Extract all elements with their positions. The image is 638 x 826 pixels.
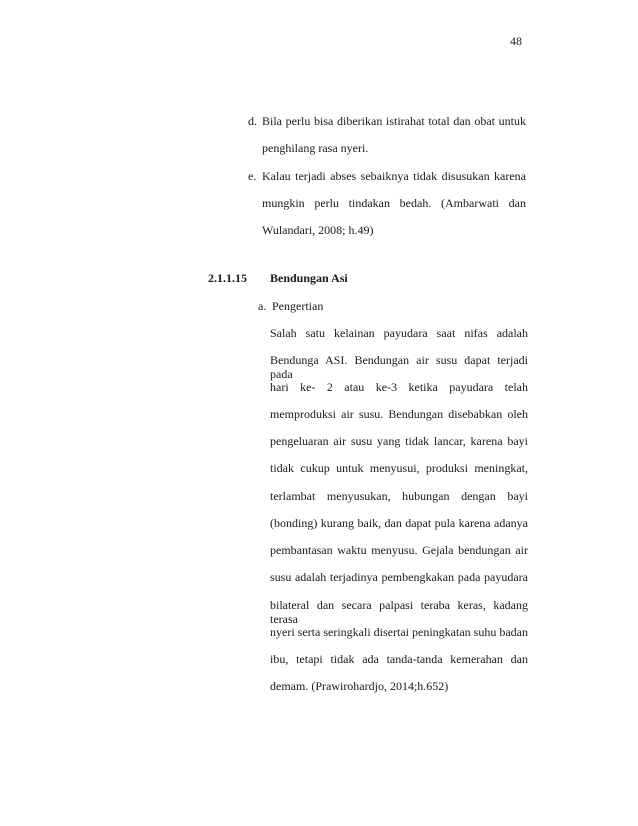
paragraph-line-4: memproduksi air susu. Bendungan disebabkan oleh [270, 407, 528, 421]
paragraph-line-3: hari ke- 2 atau ke-3 ketika payudara telah [270, 380, 528, 394]
section-title: Bendungan Asi [270, 271, 348, 285]
list-item-e-line-3: Wulandari, 2008; h.49) [262, 223, 374, 237]
list-item-e-line-2: mungkin perlu tindakan bedah. (Ambarwati dan [262, 196, 526, 210]
list-item-e-line-1: Kalau terjadi abses sebaiknya tidak disusukan karena [262, 169, 526, 183]
paragraph-line-12: nyeri serta seringkali disertai peningkatan suhu badan [270, 625, 528, 639]
paragraph-line-2: Bendunga ASI. Bendungan air susu dapat terjadi pada [270, 353, 528, 381]
section-number: 2.1.1.15 [208, 271, 247, 285]
list-marker-e: e. [248, 169, 257, 183]
paragraph-line-11: bilateral dan secara palpasi teraba keras, kadang terasa [270, 598, 528, 626]
list-item-d-line-2: penghilang rasa nyeri. [262, 141, 369, 155]
page-number: 48 [510, 34, 522, 48]
paragraph-line-1: Salah satu kelainan payudara saat nifas adalah [270, 326, 528, 340]
subsection-title: Pengertian [272, 299, 324, 313]
paragraph-line-14: demam. (Prawirohardjo, 2014;h.652) [270, 679, 449, 693]
list-item-d-line-1: Bila perlu bisa diberikan istirahat total dan obat untuk [262, 114, 526, 128]
paragraph-line-9: pembantasan waktu menyusu. Gejala bendungan air [270, 543, 528, 557]
list-marker-d: d. [248, 114, 257, 128]
paragraph-line-8: (bonding) kurang baik, dan dapat pula karena adanya [270, 516, 528, 530]
paragraph-line-10: susu adalah terjadinya pembengkakan pada payudara [270, 570, 528, 584]
paragraph-line-7: terlambat menyusukan, hubungan dengan bayi [270, 489, 528, 503]
paragraph-line-6: tidak cukup untuk menyusui, produksi meningkat, [270, 461, 528, 475]
paragraph-line-13: ibu, tetapi tidak ada tanda-tanda kemerahan dan [270, 652, 528, 666]
paragraph-line-5: pengeluaran air susu yang tidak lancar, karena bayi [270, 434, 528, 448]
subsection-marker-a: a. [258, 299, 267, 313]
